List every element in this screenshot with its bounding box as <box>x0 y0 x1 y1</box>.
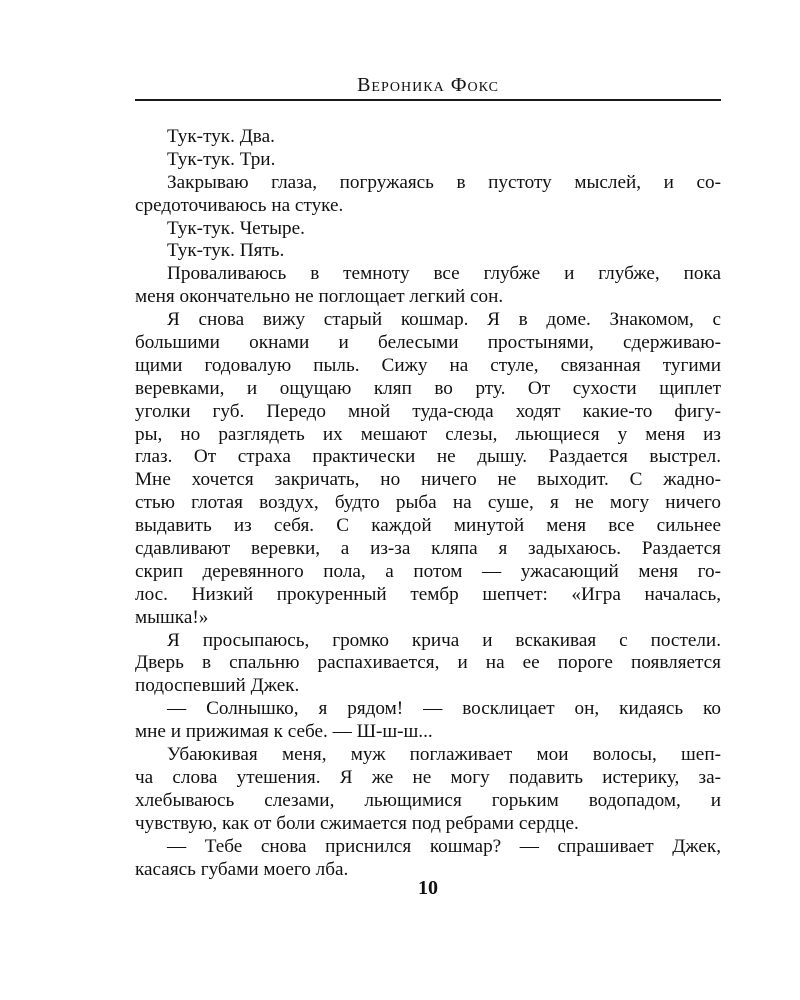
text-line: чувствую, как от боли сжимается под ребрами сердце. <box>135 812 579 834</box>
text-line: Проваливаюсь в темноту все глубже и глубже, пока <box>167 263 721 285</box>
text-line: — Тебе снова приснился кошмар? — спрашивает Джек, <box>167 835 721 857</box>
text-line: ча слова утешения. Я же не могу подавить истерику, за- <box>135 766 721 788</box>
text-line: мышка!» <box>135 606 209 628</box>
text-line: касаясь губами моего лба. <box>135 858 349 880</box>
text-line: глаз. От страха практически не дышу. Раздается выстрел. <box>135 446 721 468</box>
text-line: — Солнышко, я рядом! — восклицает он, кидаясь ко <box>167 698 721 720</box>
text-line: выдавить из себя. С каждой минутой меня все сильнее <box>135 515 721 537</box>
text-line: сдавливают веревки, а из-за кляпа я задыхаюсь. Раздается <box>135 538 721 560</box>
page-number: 10 <box>418 877 438 899</box>
text-line: Тук-тук. Два. <box>167 126 275 147</box>
text-line: Тук-тук. Четыре. <box>167 217 305 239</box>
text-line: скрип деревянного пола, а потом — ужасающий меня го- <box>135 560 721 582</box>
text-line: Тук-тук. Пять. <box>167 240 285 262</box>
running-head-author: Вероника Фокс <box>357 74 499 96</box>
text-line: Дверь в спальню распахивается, и на ее пороге появляется <box>135 652 721 674</box>
text-line: лос. Низкий прокуренный тембр шепчет: «Игра началась, <box>135 583 721 605</box>
text-line: подоспевший Джек. <box>135 675 300 697</box>
text-line: Убаюкивая меня, муж поглаживает мои волосы, шеп- <box>167 744 721 766</box>
book-page <box>135 0 721 1000</box>
text-line: Я просыпаюсь, громко крича и вскакивая с постели. <box>167 629 721 651</box>
body-text <box>135 126 721 881</box>
text-line: Тук-тук. Три. <box>167 148 276 170</box>
text-line: меня окончательно не поглощает легкий сон. <box>135 286 504 308</box>
text-line: мне и прижимая к себе. — Ш-ш-ш... <box>135 721 433 743</box>
text-line: большими окнами и белесыми простынями, сдерживаю- <box>135 332 721 354</box>
text-line: ры, но разглядеть их мешают слезы, льющиеся у меня из <box>135 423 721 445</box>
text-line: Закрываю глаза, погружаясь в пустоту мыслей, и со- <box>167 171 721 193</box>
text-line: стью глотая воздух, будто рыба на суше, я не могу ничего <box>135 492 721 514</box>
text-line: веревками, и ощущаю кляп во рту. От сухости щиплет <box>135 377 721 399</box>
text-line: средоточиваюсь на стуке. <box>135 194 344 216</box>
text-line: щими годовалую пыль. Сижу на стуле, связанная тугими <box>135 354 721 376</box>
text-line: Мне хочется закричать, но ничего не выходит. С жадно- <box>135 469 721 491</box>
text-line: уголки губ. Передо мной туда-сюда ходят какие-то фигу- <box>135 400 721 422</box>
text-line: Я снова вижу старый кошмар. Я в доме. Знакомом, с <box>167 309 721 331</box>
text-line: хлебываюсь слезами, льющимися горьким водопадом, и <box>135 789 721 811</box>
header-rule <box>135 99 721 101</box>
